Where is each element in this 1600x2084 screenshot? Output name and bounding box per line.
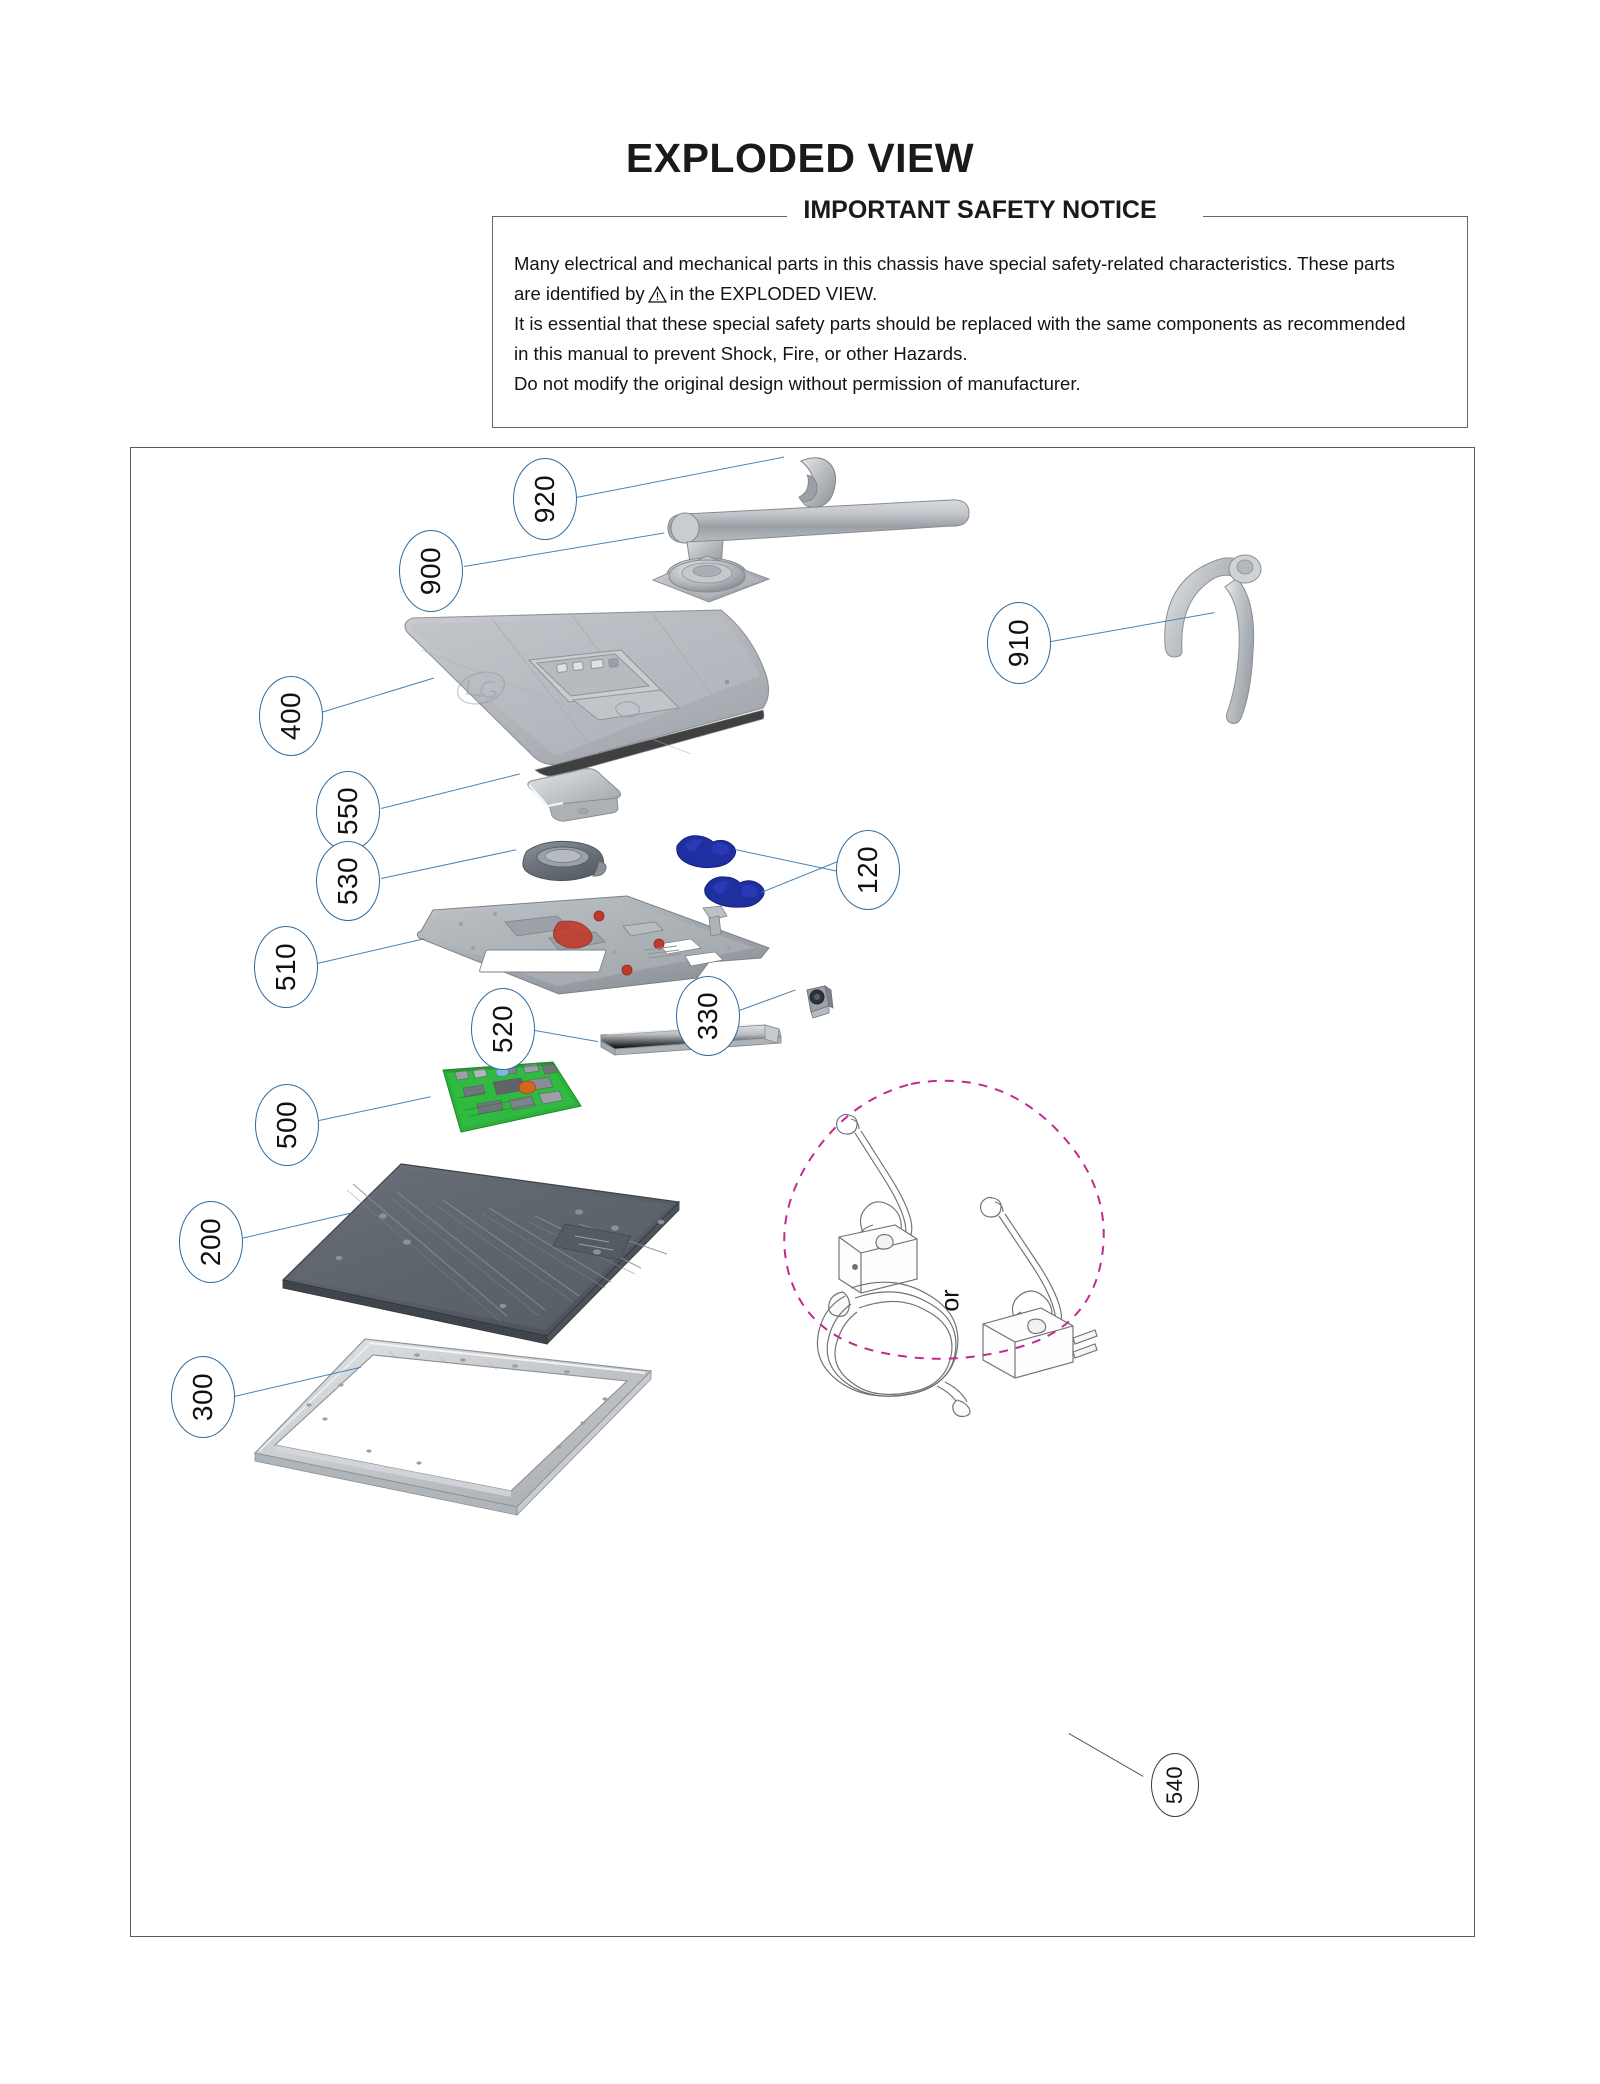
leader-900 xyxy=(464,532,664,566)
callout-900[interactable] xyxy=(399,530,463,612)
diagram-stage xyxy=(131,448,1474,1936)
part-stand-arm-assembly xyxy=(651,476,1001,606)
notice-line-2-text-b: in the EXPLODED VIEW. xyxy=(669,283,878,304)
part-backlight-module xyxy=(279,1160,699,1350)
important-safety-notice xyxy=(492,196,1468,428)
callout-910[interactable] xyxy=(987,602,1051,684)
callout-330-label: 330 xyxy=(692,991,723,1041)
leader-120-upper xyxy=(735,849,839,872)
callout-500-label: 500 xyxy=(271,1100,302,1150)
notice-line-5-text: Do not modify the original design without permission of manufacturer. xyxy=(514,373,1081,394)
callout-910-label: 910 xyxy=(1003,618,1034,668)
leader-530 xyxy=(381,849,516,879)
callout-300[interactable] xyxy=(171,1356,235,1438)
callout-530-label: 530 xyxy=(332,856,363,906)
part-dc-jack-connector xyxy=(799,982,835,1022)
callout-920-label: 920 xyxy=(529,474,560,524)
callout-510[interactable] xyxy=(254,926,318,1008)
warning-triangle-icon xyxy=(648,286,667,303)
callout-550-label: 550 xyxy=(332,786,363,836)
part-main-chassis-plate xyxy=(409,886,789,1006)
notice-line-3-text: It is essential that these special safety parts should be replaced with the same components as recommended xyxy=(514,313,1406,334)
part-stand-base-arc xyxy=(1141,542,1281,732)
notice-line-1 xyxy=(514,249,1450,279)
callout-540-label: 540 xyxy=(1162,1765,1187,1805)
notice-title-text: IMPORTANT SAFETY NOTICE xyxy=(793,196,1166,224)
part-rear-cover xyxy=(361,604,781,784)
notice-line-1-text: Many electrical and mechanical parts in this chassis have special safety-related characteristics. These parts xyxy=(514,253,1395,274)
callout-510-label: 510 xyxy=(270,942,301,992)
notice-line-4-text: in this manual to prevent Shock, Fire, or other Hazards. xyxy=(514,343,968,364)
leader-540 xyxy=(1069,1733,1144,1777)
callout-400-label: 400 xyxy=(275,691,306,741)
callout-400[interactable] xyxy=(259,676,323,756)
part-cable-cover xyxy=(517,765,627,825)
callout-500[interactable] xyxy=(255,1084,319,1166)
notice-line-2 xyxy=(514,279,1450,309)
callout-520[interactable] xyxy=(471,988,535,1070)
notice-line-4 xyxy=(514,339,1450,369)
callout-200-label: 200 xyxy=(195,1217,226,1267)
callout-330[interactable] xyxy=(676,976,740,1056)
callout-200[interactable] xyxy=(179,1201,243,1283)
notice-line-3 xyxy=(514,309,1450,339)
callout-550[interactable] xyxy=(316,771,380,851)
leader-520 xyxy=(535,1030,598,1042)
callout-900-label: 900 xyxy=(415,546,446,596)
accessory-or-label: or xyxy=(936,1289,965,1312)
notice-line-5 xyxy=(514,369,1450,399)
part-speaker-module xyxy=(511,837,611,889)
part-front-bezel-frame xyxy=(249,1333,669,1523)
part-main-pcb xyxy=(403,1060,603,1150)
leader-120-lower xyxy=(761,860,841,893)
notice-body xyxy=(514,249,1450,399)
power-accessory-kit-zone xyxy=(781,1078,1111,1408)
callout-300-label: 300 xyxy=(187,1372,218,1422)
callout-120-label: 120 xyxy=(852,845,883,895)
callout-120[interactable] xyxy=(836,830,900,910)
exploded-view-diagram xyxy=(130,447,1475,1937)
part-blue-bracket-upper xyxy=(671,830,741,874)
page-title: EXPLODED VIEW xyxy=(625,135,975,181)
callout-530[interactable] xyxy=(316,841,380,921)
notice-line-2-text-a: are identified by xyxy=(514,283,645,304)
callout-920[interactable] xyxy=(513,458,577,540)
callout-520-label: 520 xyxy=(487,1004,518,1054)
notice-title xyxy=(492,196,1468,225)
callout-540[interactable] xyxy=(1151,1753,1199,1817)
